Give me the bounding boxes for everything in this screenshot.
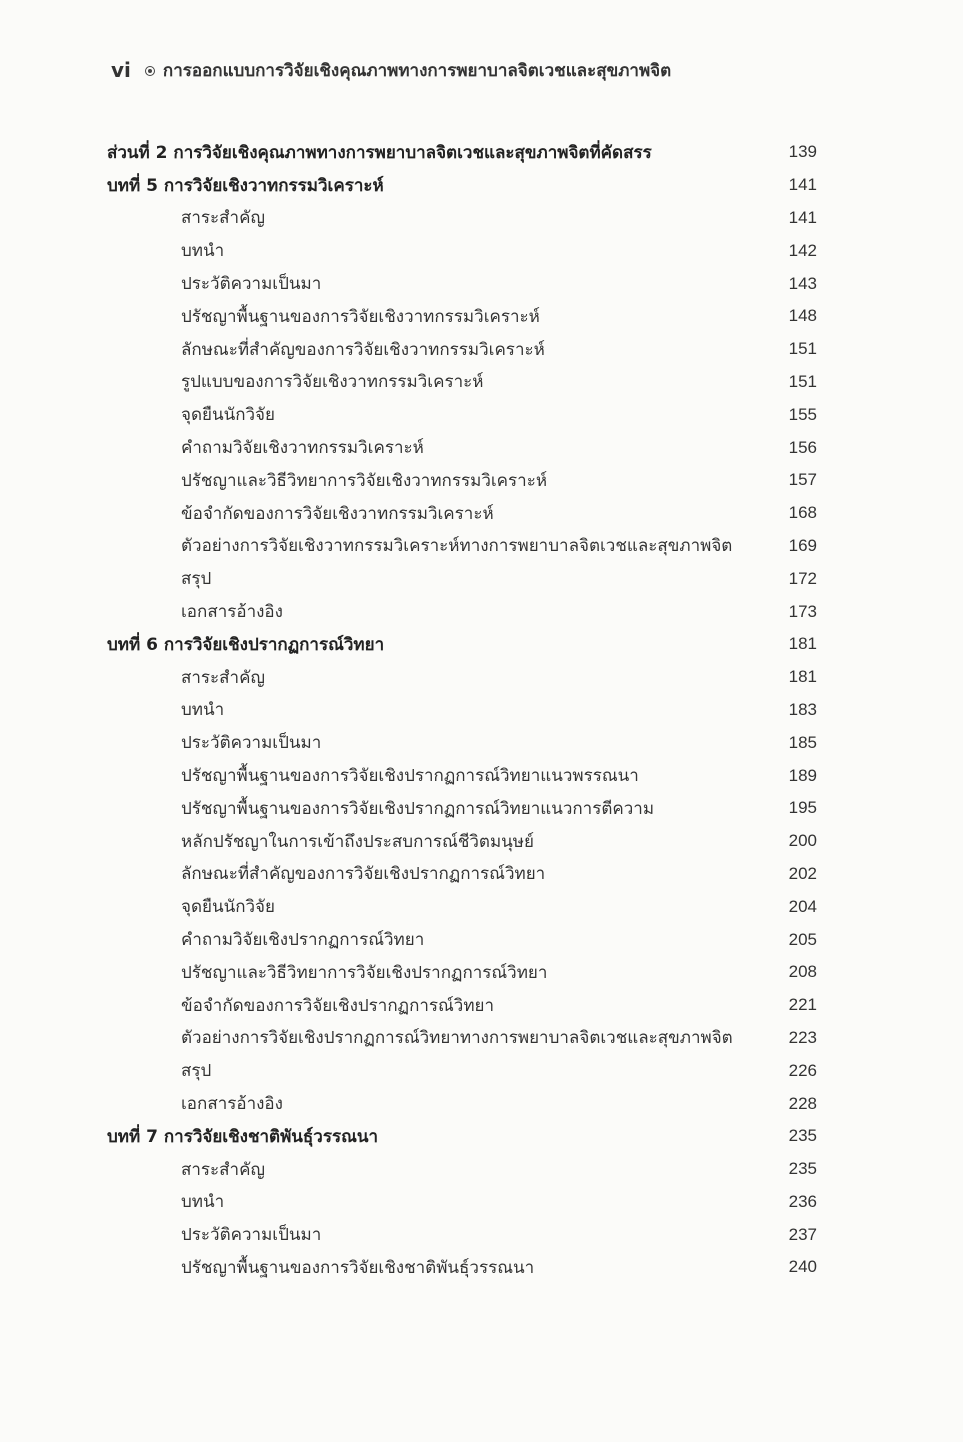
toc-entry-title: ประวัติความเป็นมา (181, 274, 322, 295)
toc-entry (107, 464, 817, 497)
toc-entry-page: 223 (788, 1027, 817, 1047)
toc-entry-page: 156 (788, 437, 817, 457)
toc-entry-page: 141 (788, 207, 817, 227)
page-number: vi (111, 58, 131, 82)
toc-entry-page: 181 (788, 634, 817, 654)
toc-entry (107, 759, 817, 792)
toc-entry-title: จุดยืนนักวิจัย (181, 405, 275, 426)
toc-entry-page: 228 (788, 1093, 817, 1113)
toc-entry (107, 267, 817, 300)
toc-entry-title: สรุป (181, 569, 212, 590)
toc-entry-title: ตัวอย่างการวิจัยเชิงวาทกรรมวิเคราะห์ทางการพยาบาลจิตเวชและสุขภาพจิต (181, 536, 733, 557)
toc-entry (107, 661, 817, 694)
toc-entry-page: 155 (788, 404, 817, 424)
toc-entry-title: ข้อจำกัดของการวิจัยเชิงปรากฏการณ์วิทยา (181, 995, 495, 1016)
toc-entry (107, 1186, 817, 1219)
toc-entry-title: เอกสารอ้างอิง (181, 1094, 283, 1114)
toc-entry-page: 139 (788, 142, 817, 162)
toc-entry (107, 202, 817, 235)
toc-entry-page: 168 (788, 503, 817, 523)
toc-entry-title: ปรัชญาพื้นฐานของการวิจัยเชิงปรากฏการณ์วิทยาแนวการตีความ (181, 798, 655, 819)
toc-entry (107, 1153, 817, 1186)
toc-entry (107, 595, 817, 628)
toc-entry-title: เอกสารอ้างอิง (181, 602, 283, 623)
toc-entry (107, 431, 817, 464)
toc-entry-page: 237 (788, 1224, 817, 1244)
toc-entry-page: 143 (788, 273, 817, 293)
toc-entry-title: ประวัติความเป็นมา (181, 733, 322, 754)
running-title: การออกแบบการวิจัยเชิงคุณภาพทางการพยาบาลจิตเวชและสุขภาพจิต (162, 60, 672, 81)
toc-entry-page: 200 (788, 831, 817, 851)
toc-entry (107, 956, 817, 989)
toc-entry-title: ปรัชญาพื้นฐานของการวิจัยเชิงปรากฏการณ์วิทยาแนวพรรณนา (181, 766, 639, 787)
toc-entry-page: 173 (788, 601, 817, 621)
toc-entry (107, 989, 817, 1022)
toc-entry-page: 208 (788, 962, 817, 982)
toc-entry-page: 148 (788, 306, 817, 326)
toc-heading (107, 628, 817, 661)
toc-entry-title: บทที่ 7 การวิจัยเชิงชาติพันธุ์วรรณนา (107, 1126, 379, 1147)
toc-entry-title: ลักษณะที่สำคัญของการวิจัยเชิงปรากฏการณ์วิทยา (181, 864, 546, 885)
toc-entry (107, 1022, 817, 1055)
toc-entry (107, 825, 817, 858)
bullet-icon (145, 66, 155, 76)
toc-heading (107, 169, 817, 202)
toc-entry-page: 226 (788, 1060, 817, 1080)
toc-entry-title: ปรัชญาพื้นฐานของการวิจัยเชิงวาทกรรมวิเคราะห์ (181, 306, 540, 327)
toc-heading (107, 1120, 817, 1153)
toc-entry-page: 202 (788, 863, 817, 883)
toc-entry-page: 172 (788, 568, 817, 588)
toc-entry-title: รูปแบบของการวิจัยเชิงวาทกรรมวิเคราะห์ (181, 372, 484, 393)
toc-entry (107, 1218, 817, 1251)
toc-entry (107, 234, 817, 267)
toc-heading (107, 136, 817, 169)
toc-entry (107, 858, 817, 891)
toc-entry (107, 530, 817, 563)
toc-entry-title: บทที่ 5 การวิจัยเชิงวาทกรรมวิเคราะห์ (107, 175, 384, 196)
toc-entry (107, 398, 817, 431)
toc-entry (107, 1054, 817, 1087)
toc-entry-page: 142 (788, 240, 817, 260)
toc-entry (107, 726, 817, 759)
table-of-contents (107, 136, 817, 1284)
toc-entry-page: 183 (788, 699, 817, 719)
toc-entry-page: 151 (788, 339, 817, 359)
toc-entry-page: 235 (788, 1159, 817, 1179)
toc-entry (107, 890, 817, 923)
toc-entry-page: 157 (788, 470, 817, 490)
toc-entry-title: ตัวอย่างการวิจัยเชิงปรากฏการณ์วิทยาทางการพยาบาลจิตเวชและสุขภาพจิต (181, 1028, 733, 1049)
toc-entry-title: บทนำ (181, 241, 225, 262)
toc-entry-title: สรุป (181, 1061, 212, 1082)
toc-entry (107, 333, 817, 366)
toc-entry-title: บทนำ (181, 700, 225, 721)
toc-entry-page: 151 (788, 371, 817, 391)
toc-entry-page: 240 (788, 1257, 817, 1277)
toc-entry (107, 1087, 817, 1120)
toc-entry-title: ประวัติความเป็นมา (181, 1225, 322, 1246)
toc-entry-title: ข้อจำกัดของการวิจัยเชิงวาทกรรมวิเคราะห์ (181, 503, 494, 524)
toc-entry-title: ส่วนที่ 2 การวิจัยเชิงคุณภาพทางการพยาบาลจิตเวชและสุขภาพจิตที่คัดสรร (107, 142, 652, 163)
toc-entry (107, 300, 817, 333)
toc-entry-page: 221 (788, 995, 817, 1015)
toc-entry-title: หลักปรัชญาในการเข้าถึงประสบการณ์ชีวิตมนุษย์ (181, 831, 534, 852)
toc-entry (107, 562, 817, 595)
toc-entry-title: บทที่ 6 การวิจัยเชิงปรากฏการณ์วิทยา (107, 634, 385, 655)
toc-entry-page: 204 (788, 896, 817, 916)
toc-entry-title: ปรัชญาพื้นฐานของการวิจัยเชิงชาติพันธุ์วรรณนา (181, 1257, 535, 1278)
toc-entry-page: 181 (788, 667, 817, 687)
toc-entry (107, 366, 817, 399)
toc-entry-title: คำถามวิจัยเชิงปรากฏการณ์วิทยา (181, 930, 425, 951)
toc-entry-title: ปรัชญาและวิธีวิทยาการวิจัยเชิงปรากฏการณ์วิทยา (181, 962, 548, 983)
toc-entry-page: 189 (788, 765, 817, 785)
toc-entry-title: จุดยืนนักวิจัย (181, 897, 275, 918)
toc-entry-title: ปรัชญาและวิธีวิทยาการวิจัยเชิงวาทกรรมวิเคราะห์ (181, 470, 548, 491)
toc-entry-page: 235 (788, 1126, 817, 1146)
toc-entry-title: บทนำ (181, 1192, 225, 1213)
toc-entry-page: 141 (788, 175, 817, 195)
toc-entry (107, 694, 817, 727)
toc-entry-title: สาระสำคัญ (181, 1159, 265, 1180)
toc-entry (107, 497, 817, 530)
toc-entry (107, 1251, 817, 1284)
toc-entry-title: สาระสำคัญ (181, 667, 265, 688)
toc-entry-title: ลักษณะที่สำคัญของการวิจัยเชิงวาทกรรมวิเคราะห์ (181, 339, 545, 360)
toc-entry-page: 236 (788, 1191, 817, 1211)
toc-entry-page: 205 (788, 929, 817, 949)
toc-entry-title: คำถามวิจัยเชิงวาทกรรมวิเคราะห์ (181, 438, 424, 459)
page-header (111, 54, 671, 86)
toc-entry-title: สาระสำคัญ (181, 208, 265, 229)
toc-entry (107, 923, 817, 956)
toc-entry-page: 195 (788, 798, 817, 818)
toc-entry-page: 169 (788, 535, 817, 555)
toc-entry-page: 185 (788, 732, 817, 752)
toc-entry (107, 792, 817, 825)
